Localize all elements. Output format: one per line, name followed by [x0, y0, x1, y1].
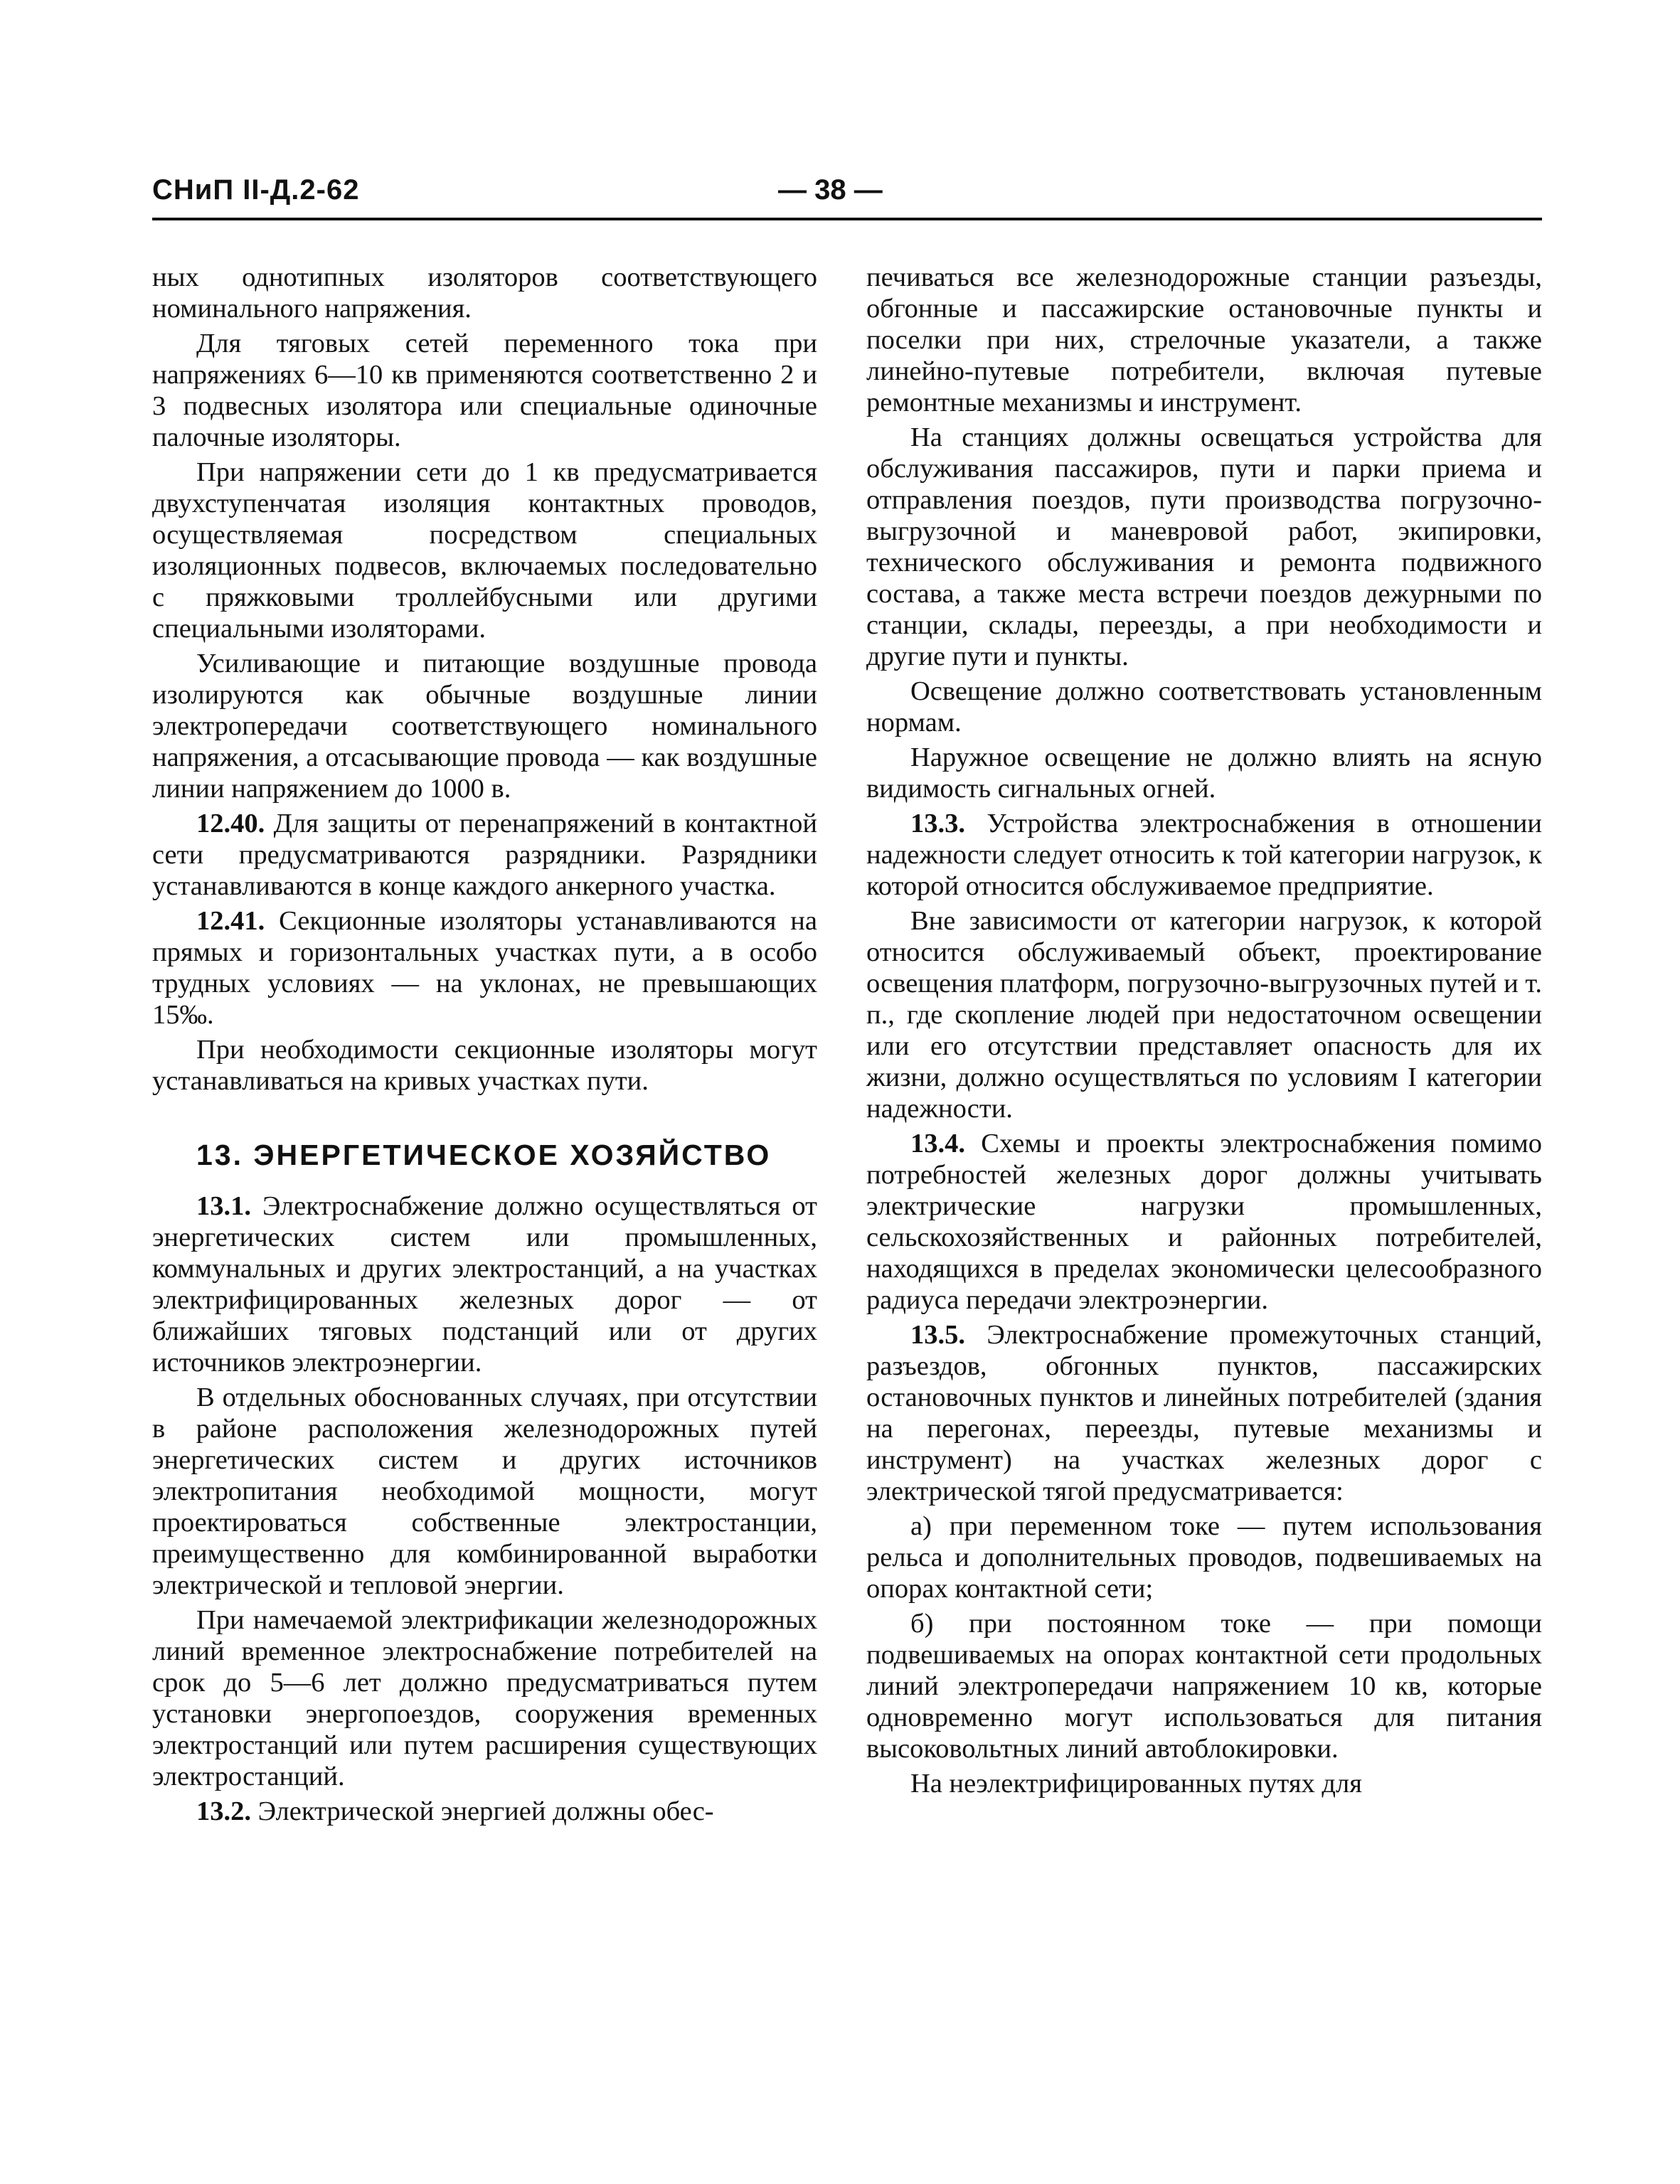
clause-text: Электроснабжение должно осуществляться от энергетических систем или промышленных, коммунальных и других электростанций, а на участках электрифицированных железных дорог — от ближайших тяговых подстанций или от других источников электроэнергии.: [152, 1191, 818, 1378]
clause-text: Схемы и проекты электроснабжения помимо потребностей железных дорог должны учитывать электрические нагрузки промышленных, сельскохозяйственных и районных потребителей, находящихся в пределах экономически целесообразного радиуса передачи электроэнергии.: [866, 1129, 1543, 1315]
section-heading: 13. ЭНЕРГЕТИЧЕСКОЕ ХОЗЯЙСТВО: [196, 1139, 772, 1171]
clause-number: 12.40.: [196, 809, 265, 838]
paragraph: Наружное освещение не должно влиять на ясную видимость сигнальных огней.: [866, 742, 1542, 804]
header-divider: [152, 218, 1542, 220]
clause-text: Электрической энергией должны обес-: [257, 1796, 714, 1826]
paragraph: В отдельных обоснованных случаях, при отсутствии в районе расположения железнодорожных путей энергетических систем и других источников электропитания необходимой мощности, могут проектироваться собственные электростанции, преимущественно для комбинированной выработки электрической и тепловой энергии.: [152, 1383, 817, 1600]
clause-text: Секционные изоляторы устанавливаются на прямых и горизонтальных участках пути, а в особо трудных условиях — на уклонах, не превышающих 15‰.: [152, 906, 817, 1030]
clause-13-1: [152, 1190, 817, 1378]
list-item-a: а) при переменном токе — путем использования рельса и дополнительных проводов, подвешиваемых на опорах контактной сети;: [866, 1511, 1542, 1604]
paragraph: печиваться все железнодорожные станции разъезды, обгонные и пассажирские остановочные пункты и поселки при них, стрелочные указатели, а также линейно-путевые потребители, включая путевые ремонтные механизмы и инструмент.: [866, 262, 1542, 417]
paragraph: Усиливающие и питающие воздушные провода изолируются как обычные воздушные линии электропередачи соответствующего номинального напряжения, а отсасывающие провода — как воздушные линии напряжением до 1000 в.: [152, 649, 817, 804]
paragraph: Освещение должно соответствовать установленным нормам.: [866, 676, 1542, 737]
clause-12-40: [152, 808, 817, 902]
clause-number: 13.2.: [196, 1796, 251, 1826]
clause-text: Устройства электроснабжения в отношении надежности следует относить к той категории нагрузок, к которой относится обслуживаемое предприятие.: [866, 809, 1542, 901]
right-column: [866, 262, 1542, 1799]
paragraph: При необходимости секционные изоляторы могут устанавливаться на кривых участках пути.: [152, 1035, 817, 1096]
list-item-b: б) при постоянном токе — при помощи подвешиваемых на опорах контактной сети продольных линий электропередачи напряжением 10 кв, которые одновременно могут использоваться для питания высоковольтных линий автоблокировки.: [866, 1609, 1542, 1764]
clause-number: 13.4.: [910, 1129, 965, 1158]
clause-text: Для защиты от перенапряжений в контактной сети предусматриваются разрядники. Разрядники устанавливаются в конце каждого анкерного участка.: [152, 809, 817, 901]
clause-number: 13.5.: [910, 1320, 965, 1350]
clause-12-41: [152, 905, 817, 1030]
page-number: — 38 —: [778, 174, 883, 206]
page-header: [152, 174, 1542, 224]
document-code: СНиП II-Д.2-62: [152, 174, 360, 206]
paragraph: Для тяговых сетей переменного тока при напряжениях 6—10 кв применяются соответственно 2 и 3 подвесных изолятора или специальные одиночные палочные изоляторы.: [152, 329, 817, 452]
paragraph: При намечаемой электрификации железнодорожных линий временное электроснабжение потребителей на срок до 5—6 лет должно предусматриваться путем установки энергопоездов, сооружения временных электростанций или путем расширения существующих электростанций.: [152, 1605, 817, 1791]
clause-number: 13.1.: [196, 1191, 251, 1221]
paragraph: ных однотипных изоляторов соответствующего номинального напряжения.: [152, 262, 817, 324]
paragraph: На неэлектрифицированных путях для: [910, 1769, 1362, 1799]
clause-13-5: [866, 1319, 1542, 1507]
paragraph: Вне зависимости от категории нагрузок, к которой относится обслуживаемый объект, проектирование освещения платформ, погрузочно-выгрузочных путей и т. п., где скопление людей при недостаточном освещении или его отсутствии представляет опасность для их жизни, должно осуществляться по условиям I категории надежности.: [866, 906, 1542, 1124]
left-column: [152, 262, 817, 1827]
clause-13-3: [866, 808, 1542, 902]
clause-number: 12.41.: [196, 906, 265, 936]
clause-13-2: [152, 1796, 817, 1827]
clause-number: 13.3.: [910, 809, 965, 838]
paragraph: На станциях должны освещаться устройства для обслуживания пассажиров, пути и парки приема и отправления поездов, пути производства погрузочно-выгрузочной и маневровой работ, экипировки, технического обслуживания и ремонта подвижного состава, а также места встречи поездов дежурными по станции, склады, переезды, а при необходимости и другие пути и пункты.: [866, 422, 1542, 671]
clause-text: Электроснабжение промежуточных станций, разъездов, обгонных пунктов, пассажирских остановочных пунктов и линейных потребителей (здания на перегонах, переезды, путевые механизмы и инструмент) на участках железных дорог с электрической тягой предусматривается:: [866, 1320, 1542, 1506]
clause-13-4: [866, 1128, 1542, 1316]
paragraph: При напряжении сети до 1 кв предусматривается двухступенчатая изоляция контактных проводов, осуществляемая посредством специальных изоляционных подвесов, включаемых последовательно с пряжковыми троллейбусными или другими специальными изоляторами.: [152, 457, 817, 644]
